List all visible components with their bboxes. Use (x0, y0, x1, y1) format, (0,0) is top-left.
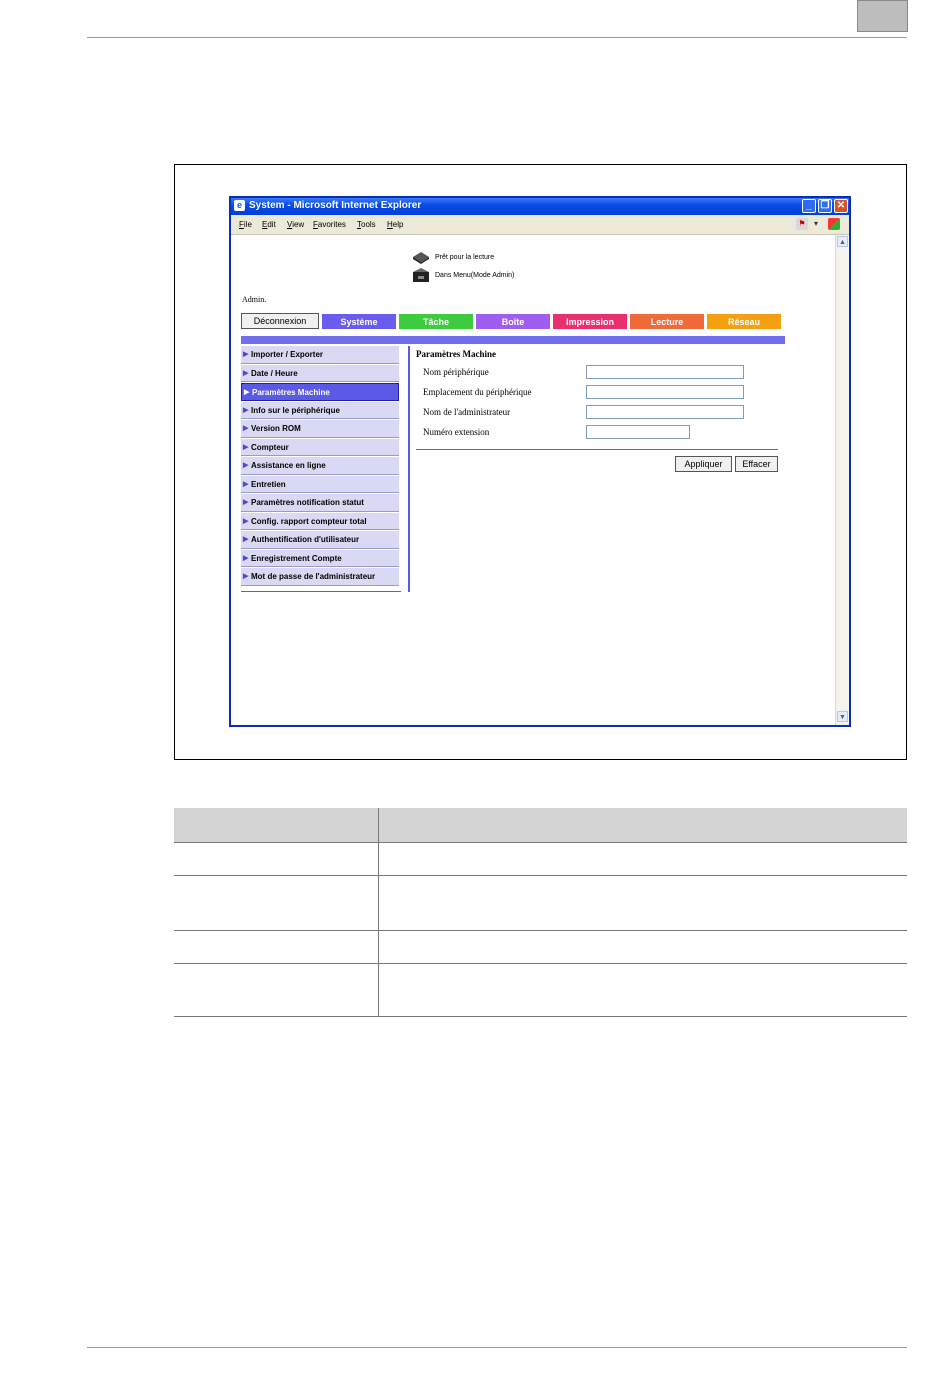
sidebar-item-label: Entretien (251, 479, 286, 489)
window-title: System - Microsoft Internet Explorer (249, 200, 422, 211)
sidebar-item[interactable] (241, 420, 399, 438)
form-bottom-rule (416, 449, 778, 450)
sidebar-item-label: Importer / Exporter (251, 350, 324, 359)
sidebar-item-label: Info sur le périphérique (251, 405, 340, 415)
status-ready: Prêt pour la lecture (435, 254, 495, 261)
sidebar-item[interactable] (241, 531, 399, 549)
header-rule (87, 37, 907, 38)
windows-flag-icon (828, 218, 840, 230)
field-label-device-location: Emplacement du périphérique (423, 387, 532, 397)
description-table (174, 808, 907, 1017)
sidebar-item-label: Assistance en ligne (251, 461, 326, 470)
sidebar-bottom-rule (241, 591, 401, 592)
menu-view[interactable]: View (287, 220, 305, 229)
table-row (174, 876, 907, 931)
table-cell (379, 843, 908, 876)
ie-icon: e (234, 200, 245, 211)
menu-edit[interactable]: Edit (262, 220, 276, 229)
triangle-right-icon: ▶ (243, 517, 249, 525)
form-title: Paramètres Machine (416, 349, 497, 359)
table-cell (379, 808, 908, 843)
page-content (231, 235, 835, 725)
menu-file[interactable]: File (239, 220, 252, 229)
table-cell (174, 964, 379, 1017)
sidebar-item-label: Version ROM (251, 424, 301, 433)
logout-button[interactable]: Déconnexion (241, 313, 319, 329)
title-bar (231, 198, 849, 215)
restore-button[interactable]: ❐ (818, 199, 832, 213)
extension-input[interactable] (586, 425, 690, 439)
sidebar-item[interactable] (241, 476, 399, 494)
triangle-right-icon: ▶ (243, 554, 249, 562)
sidebar-item-label: Paramètres Machine (252, 388, 330, 397)
tab-systeme[interactable]: Système (321, 313, 397, 330)
minimize-button[interactable]: _ (802, 199, 816, 213)
footer-rule (87, 1347, 907, 1348)
table-cell (174, 843, 379, 876)
close-button[interactable]: ✕ (834, 199, 848, 213)
table-cell (379, 876, 908, 931)
table-header-row (174, 808, 907, 843)
printer-ready-icon (411, 251, 431, 265)
sidebar-item[interactable] (241, 402, 399, 420)
triangle-right-icon: ▶ (243, 462, 249, 469)
table-row (174, 964, 907, 1017)
translate-icon[interactable]: ⚑ (796, 218, 808, 230)
field-label-admin-name: Nom de l'administrateur (423, 407, 511, 417)
table-cell (379, 931, 908, 964)
sidebar-item[interactable] (241, 513, 399, 531)
menu-bar (231, 215, 849, 235)
tab-impression[interactable]: Impression (552, 313, 628, 330)
triangle-right-icon: ▶ (243, 369, 249, 377)
table-cell (379, 964, 908, 1017)
table-cell (174, 876, 379, 931)
triangle-right-icon: ▶ (243, 480, 249, 488)
sidebar-item[interactable] (241, 494, 399, 512)
triangle-right-icon: ▶ (243, 351, 249, 358)
status-mode: Dans Menu(Mode Admin) (435, 272, 515, 279)
triangle-right-icon: ▶ (243, 499, 249, 506)
scroll-up-icon[interactable]: ▲ (837, 236, 848, 247)
tab-tache[interactable]: Tâche (398, 313, 474, 330)
nav-divider-bar (241, 336, 785, 344)
sidebar-item[interactable] (241, 457, 399, 475)
field-label-device-name: Nom périphérique (423, 367, 489, 377)
table-cell (174, 931, 379, 964)
triangle-right-icon: ▶ (243, 443, 249, 451)
table-row (174, 931, 907, 964)
clear-button[interactable]: Effacer (735, 456, 778, 472)
printer-admin-icon (411, 267, 431, 283)
tab-reseau[interactable]: Réseau (706, 313, 782, 330)
admin-label: Admin. (242, 295, 267, 304)
dropdown-arrow-icon[interactable]: ▾ (813, 219, 818, 228)
chapter-tab (857, 0, 908, 32)
scroll-down-icon[interactable]: ▼ (837, 711, 848, 722)
sidebar-item[interactable] (241, 346, 399, 364)
table-row (174, 843, 907, 876)
triangle-right-icon: ▶ (243, 536, 249, 543)
sidebar-item-label: Mot de passe de l'administrateur (251, 572, 376, 581)
sidebar-item[interactable] (241, 383, 399, 401)
triangle-right-icon: ▶ (244, 389, 250, 396)
menu-help[interactable]: Help (387, 220, 404, 229)
admin-name-input[interactable] (586, 405, 744, 419)
field-label-extension: Numéro extension (423, 427, 490, 437)
device-name-input[interactable] (586, 365, 744, 379)
triangle-right-icon: ▶ (243, 425, 249, 432)
sidebar-item-label: Authentification d'utilisateur (251, 535, 360, 544)
sidebar-item[interactable] (241, 568, 399, 586)
tab-lecture[interactable]: Lecture (629, 313, 705, 330)
table-cell (174, 808, 379, 843)
tab-boite[interactable]: Boîte (475, 313, 551, 330)
sidebar-item[interactable] (241, 439, 399, 457)
menu-tools[interactable]: Tools (357, 220, 376, 229)
vertical-scrollbar[interactable] (835, 235, 849, 725)
browser-window (229, 196, 851, 727)
triangle-right-icon: ▶ (243, 406, 249, 414)
sidebar-item-label: Date / Heure (251, 368, 298, 378)
sidebar-item-label: Enregistrement Compte (251, 553, 342, 563)
triangle-right-icon: ▶ (243, 573, 249, 580)
sidebar-item-label: Config. rapport compteur total (251, 516, 367, 526)
sidebar-item-label: Paramètres notification statut (251, 498, 364, 507)
sidebar-item[interactable] (241, 365, 399, 383)
apply-button[interactable]: Appliquer (675, 456, 732, 472)
sidebar-item[interactable] (241, 550, 399, 568)
sidebar-divider (408, 346, 410, 592)
sidebar-item-label: Compteur (251, 442, 289, 452)
device-location-input[interactable] (586, 385, 744, 399)
menu-favorites[interactable]: Favorites (313, 220, 346, 229)
sidebar-menu (241, 346, 399, 587)
